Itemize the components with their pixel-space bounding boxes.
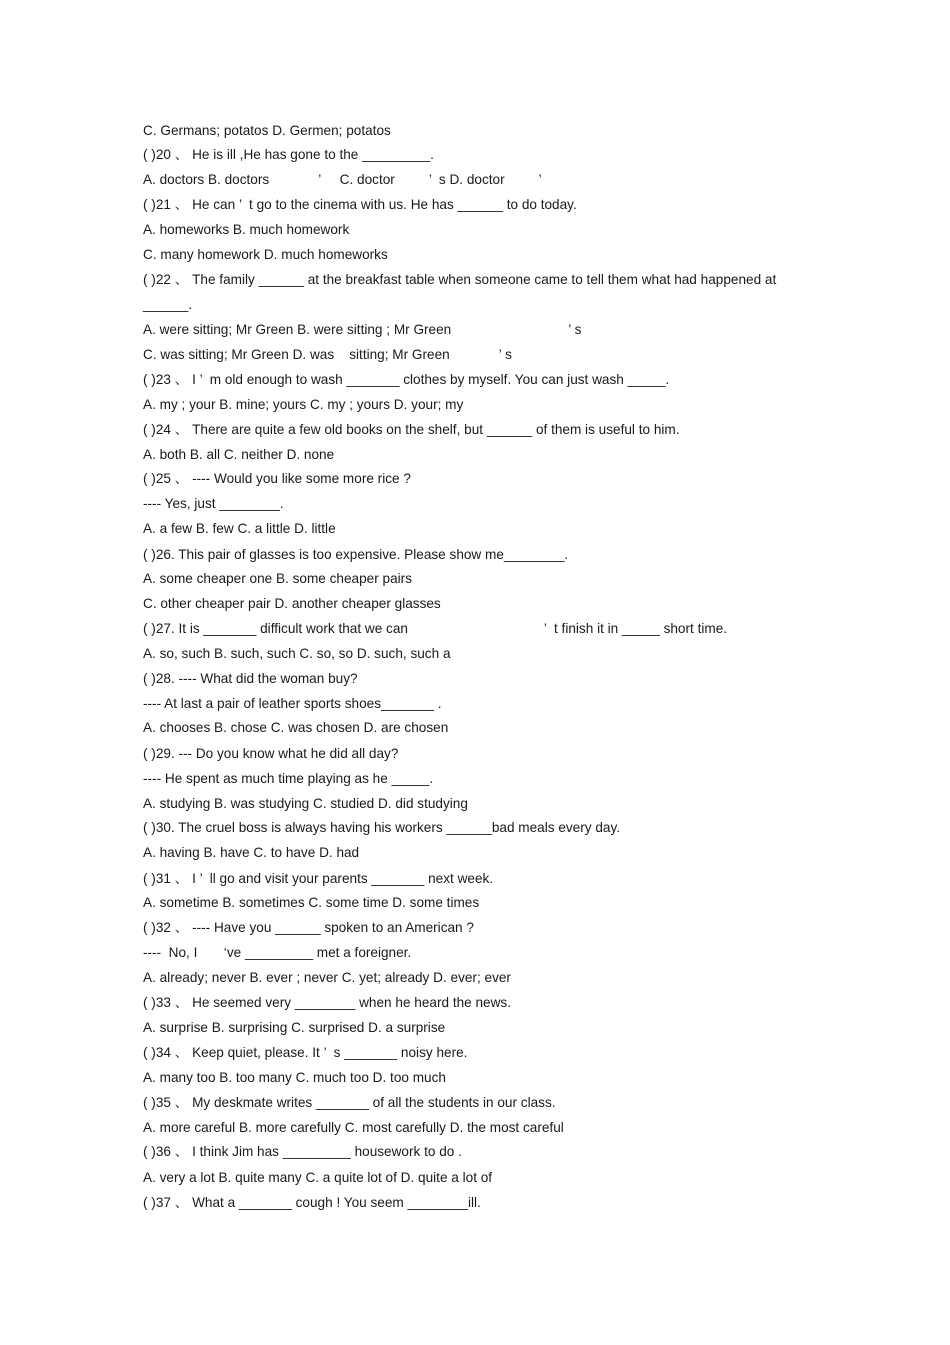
options-20: A. doctors B. doctors ’ C. doctor ’ s D. doctor ’ — [143, 172, 542, 187]
text-line: C. Germans; potatos D. Germen; potatos — [143, 123, 391, 138]
question-22-cont: ______. — [143, 297, 193, 312]
options-29: A. studying B. was studying C. studied D. did studying — [143, 796, 468, 811]
options-22-b: C. was sitting; Mr Green D. was sitting; Mr Green ’ s — [143, 347, 512, 362]
question-30: ( )30. The cruel boss is always having his workers ______bad meals every day. — [143, 820, 621, 835]
question-25: ( )25 、 ---- Would you like some more rice ? — [143, 471, 411, 486]
question-28: ( )28. ---- What did the woman buy? — [143, 671, 358, 686]
options-25: A. a few B. few C. a little D. little — [143, 521, 336, 536]
question-27: ( )27. It is _______ difficult work that we can ’ t finish it in _____ short time. — [143, 621, 728, 636]
options-21-a: A. homeworks B. much homework — [143, 222, 350, 237]
question-20: ( )20 、 He is ill ,He has gone to the _________. — [143, 147, 434, 162]
options-26-a: A. some cheaper one B. some cheaper pairs — [143, 571, 413, 586]
question-37: ( )37 、 What a _______ cough ! You seem ________ill. — [143, 1195, 481, 1210]
options-21-b: C. many homework D. much homeworks — [143, 247, 388, 262]
question-28-reply: ---- At last a pair of leather sports shoes_______ . — [143, 696, 442, 711]
options-26-b: C. other cheaper pair D. another cheaper glasses — [143, 596, 441, 611]
options-28: A. chooses B. chose C. was chosen D. are chosen — [143, 720, 449, 735]
question-21: ( )21 、 He can ’ t go to the cinema with us. He has ______ to do today. — [143, 197, 577, 212]
question-33: ( )33 、 He seemed very ________ when he heard the news. — [143, 995, 512, 1010]
options-30: A. having B. have C. to have D. had — [143, 845, 360, 860]
options-23: A. my ; your B. mine; yours C. my ; yours D. your; my — [143, 397, 464, 412]
options-34: A. many too B. too many C. much too D. too much — [143, 1070, 446, 1085]
options-24: A. both B. all C. neither D. none — [143, 447, 335, 462]
options-33: A. surprise B. surprising C. surprised D. a surprise — [143, 1020, 446, 1035]
options-32: A. already; never B. ever ; never C. yet; already D. ever; ever — [143, 970, 511, 985]
options-27: A. so, such B. such, such C. so, so D. such, such a — [143, 646, 451, 661]
question-29-reply: ---- He spent as much time playing as he _____. — [143, 771, 434, 786]
question-32-reply: ---- No, I ‘ve _________ met a foreigner. — [143, 945, 412, 960]
options-35: A. more careful B. more carefully C. most carefully D. the most careful — [143, 1120, 564, 1135]
question-32: ( )32 、 ---- Have you ______ spoken to an American ? — [143, 920, 474, 935]
options-22-a: A. were sitting; Mr Green B. were sitting ; Mr Green ’ s — [143, 322, 582, 337]
options-36: A. very a lot B. quite many C. a quite lot of D. quite a lot of — [143, 1170, 493, 1185]
question-34: ( )34 、 Keep quiet, please. It ’ s _______ noisy here. — [143, 1045, 468, 1060]
question-25-reply: ---- Yes, just ________. — [143, 496, 284, 511]
question-29: ( )29. --- Do you know what he did all day? — [143, 746, 399, 761]
question-22: ( )22 、 The family ______ at the breakfast table when someone came to tell them what had happened at — [143, 272, 777, 287]
question-36: ( )36 、 I think Jim has _________ housework to do . — [143, 1144, 462, 1159]
question-26: ( )26. This pair of glasses is too expensive. Please show me________. — [143, 547, 569, 562]
question-23: ( )23 、 I ’ m old enough to wash _______ clothes by myself. You can just wash _____. — [143, 372, 670, 387]
question-24: ( )24 、 There are quite a few old books on the shelf, but ______ of them is useful to him. — [143, 422, 680, 437]
question-35: ( )35 、 My deskmate writes _______ of all the students in our class. — [143, 1095, 556, 1110]
question-31: ( )31 、 I ’ ll go and visit your parents _______ next week. — [143, 871, 494, 886]
options-31: A. sometime B. sometimes C. some time D. some times — [143, 895, 480, 910]
